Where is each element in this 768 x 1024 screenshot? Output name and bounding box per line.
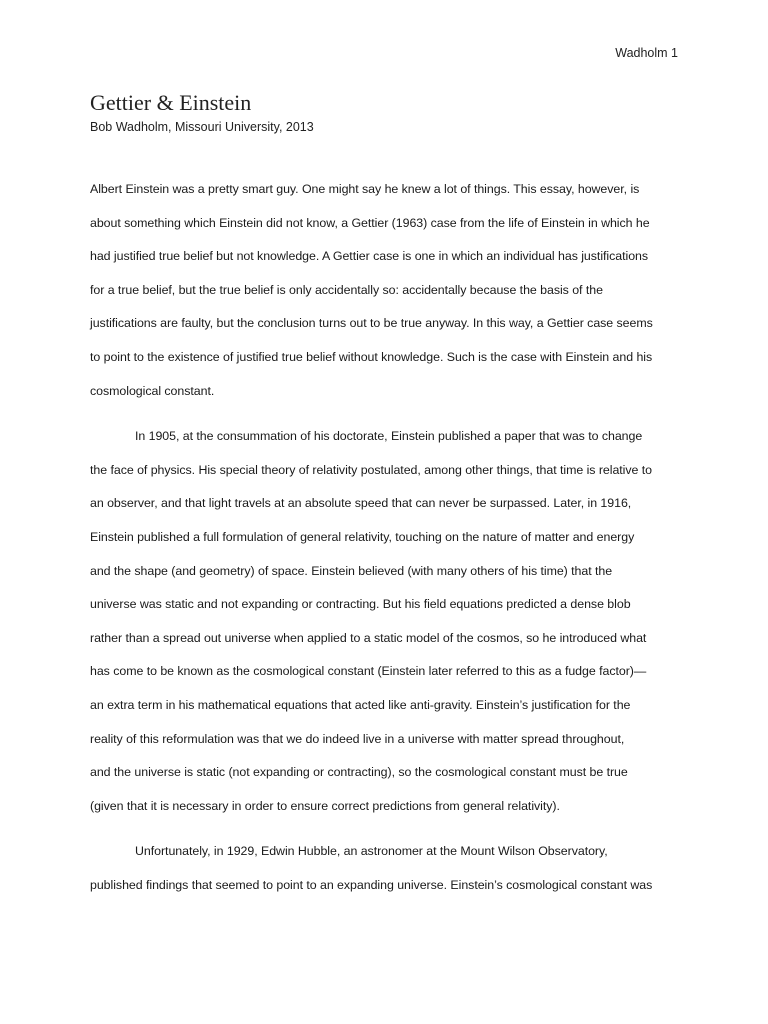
text-line: and the shape (and geometry) of space. Einstein believed (with many others of his time) that the: [90, 563, 613, 578]
text-line: the face of physics. His special theory of relativity postulated, among other things, that time is relative to: [90, 462, 652, 477]
text-line: and the universe is static (not expanding or contracting), so the cosmological constant must be true: [90, 765, 628, 780]
page-header-label: Wadholm 1: [615, 46, 678, 60]
text-line: justifications are faulty, but the conclusion turns out to be true anyway. In this way, a Gettier case seems: [90, 316, 653, 331]
paragraph: [90, 840, 685, 907]
text-line: Albert Einstein was a pretty smart guy. One might say he knew a lot of things. This essay, however, is: [90, 182, 640, 196]
paragraph: [90, 425, 685, 828]
text-line: Einstein published a full formulation of general relativity, touching on the nature of matter and energy: [90, 529, 635, 544]
document-title: Gettier & Einstein: [90, 90, 252, 115]
document-body: [90, 178, 685, 919]
text-line: to point to the existence of justified true belief without knowledge. Such is the case with Einstein and his: [90, 349, 653, 364]
text-line: (given that it is necessary in order to ensure correct predictions from general relativity).: [90, 798, 560, 813]
text-line: had justified true belief but not knowledge. A Gettier case is one in which an individual has justifications: [90, 249, 649, 264]
text-line: about something which Einstein did not know, a Gettier (1963) case from the life of Einstein in which he: [90, 215, 650, 230]
text-line: an observer, and that light travels at an absolute speed that can never be surpassed. Later, in 1916,: [90, 496, 632, 511]
text-line: universe was static and not expanding or contracting. But his field equations predicted a dense blob: [90, 597, 631, 612]
text-line: has come to be known as the cosmological constant (Einstein later referred to this as a fudge factor)—: [90, 664, 647, 679]
text-line: for a true belief, but the true belief is only accidentally so: accidentally because the basis of the: [90, 282, 603, 297]
author-byline: Bob Wadholm, Missouri University, 2013: [90, 120, 314, 134]
text-line: reality of this reformulation was that we do indeed live in a universe with matter spread throughout,: [90, 731, 625, 746]
text-line: Unfortunately, in 1929, Edwin Hubble, an astronomer at the Mount Wilson Observatory,: [135, 844, 608, 859]
text-line: an extra term in his mathematical equations that acted like anti-gravity. Einstein’s justification for the: [90, 697, 631, 712]
text-line: published findings that seemed to point to an expanding universe. Einstein’s cosmological constant was: [90, 877, 653, 892]
text-line: cosmological constant.: [90, 383, 215, 398]
paragraph: [90, 178, 685, 413]
text-line: In 1905, at the consummation of his doctorate, Einstein published a paper that was to change: [135, 429, 643, 444]
text-line: rather than a spread out universe when applied to a static model of the cosmos, so he introduced what: [90, 630, 647, 645]
